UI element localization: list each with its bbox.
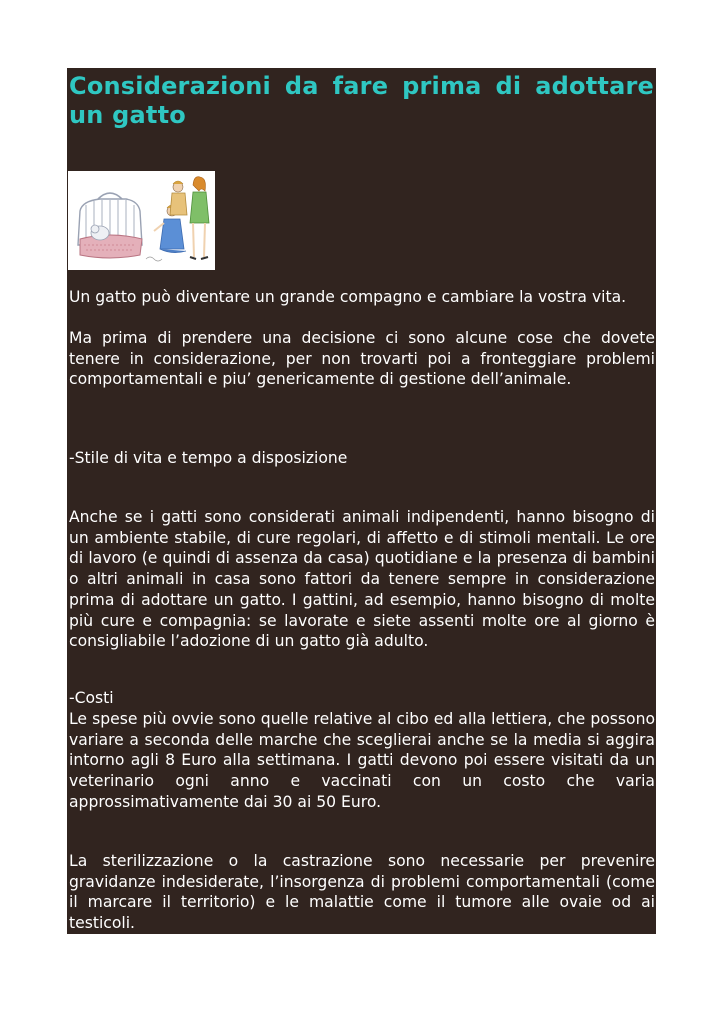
illustration-drawing: [68, 171, 215, 270]
intro-line-2: Ma prima di prendere una decisione ci sono alcune cose che dovete tenere in considerazione, per non trovarti poi a fronteggiare problemi comportamentali e piu’ genericamente di gestione dell’animale.: [69, 329, 655, 389]
section-text-costs: Le spese più ovvie sono quelle relative al cibo ed alla lettiera, che possono variare a seconda delle marche che sceglierai anche se la media si aggira intorno agli 8 Euro alla settimana. I gatti devono poi essere visitati da un veterinario ogni anno e vaccinati con un costo che varia approssimativamente dai 30 ai 50 Euro.: [69, 710, 655, 811]
section-text-lifestyle: Anche se i gatti sono considerati animali indipendenti, hanno bisogno di un ambiente stabile, di cure regolari, di affetto e di stimoli mentali. Le ore di lavoro (e quindi di assenza da casa) quotidiane e la presenza di bambini o altri animali in casa sono fattori da tenere sempre in considerazione prima di adottare un gatto. I gattini, ad esempio, hanno bisogno di molte più cure e compagnia: se lavorate e siete assenti molte ore al giorno è consigliabile l’adozione di un gatto già adulto.: [69, 508, 655, 651]
page-title: Considerazioni da fare prima di adottare un gatto: [69, 72, 654, 129]
family-adopting-cat-illustration: [68, 171, 215, 270]
article-panel: [67, 68, 656, 934]
section-text-sterilization: La sterilizzazione o la castrazione sono necessarie per prevenire gravidanze indesiderate, l’insorgenza di problemi comportamentali (come il marcare il territorio) e le malattie come il tumore alle ovaie od ai testicoli.: [69, 852, 655, 933]
intro-line-1: Un gatto può diventare un grande compagno e cambiare la vostra vita.: [69, 288, 627, 306]
section-heading-costs: -Costi: [69, 689, 114, 707]
section-heading-lifestyle: -Stile di vita e tempo a disposizione: [69, 449, 348, 467]
